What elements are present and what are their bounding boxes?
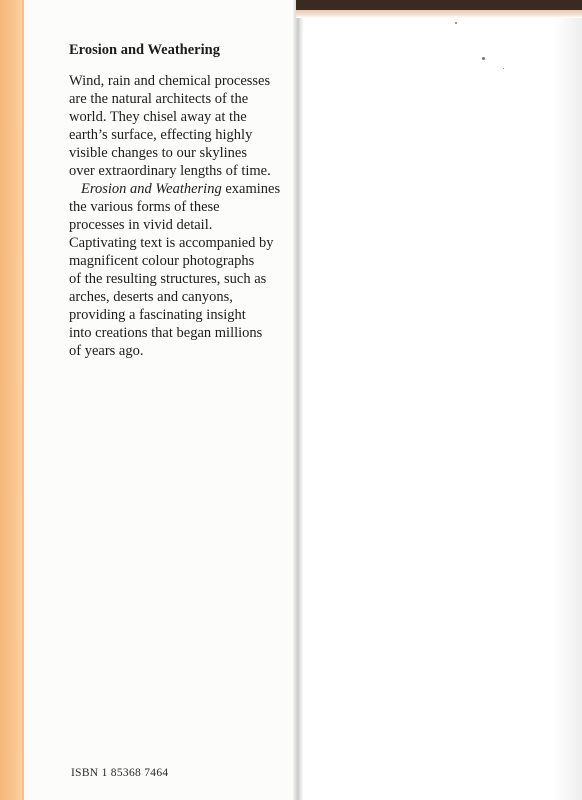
blurb-line: Wind, rain and chemical processes bbox=[69, 73, 271, 89]
blurb-line bbox=[69, 180, 283, 198]
blurb-line: are the natural architects of the bbox=[69, 91, 249, 107]
blurb-line: into creations that began millions bbox=[69, 325, 263, 341]
inner-cover-page bbox=[303, 0, 582, 800]
book-title-italic: Erosion and Weathering bbox=[81, 181, 222, 197]
blurb-line: arches, deserts and canyons, bbox=[69, 289, 233, 305]
blurb-line: magnificent colour photographs bbox=[69, 253, 255, 269]
dust-speck bbox=[455, 22, 457, 24]
cover-top-edge bbox=[296, 0, 582, 10]
blurb-line: processes in vivid detail. bbox=[69, 217, 213, 233]
isbn-number: ISBN 1 85368 7464 bbox=[71, 767, 169, 779]
blurb-line: of the resulting structures, such as bbox=[69, 271, 267, 287]
blurb-line-rest: examines bbox=[221, 181, 281, 197]
blurb-line: world. They chisel away at the bbox=[69, 109, 247, 125]
blurb-line: providing a fascinating insight bbox=[69, 307, 246, 323]
flap-heading: Erosion and Weathering bbox=[69, 42, 220, 58]
blurb-line: Captivating text is accompanied by bbox=[69, 235, 274, 251]
flap-blurb bbox=[69, 72, 283, 360]
dust-speck bbox=[482, 57, 485, 60]
cover-top-edge-shade bbox=[296, 10, 582, 18]
page-fold bbox=[293, 0, 303, 800]
page-edge-shadow bbox=[554, 0, 582, 800]
blurb-line: earth’s surface, effecting highly bbox=[69, 127, 253, 143]
blurb-line: of years ago. bbox=[69, 343, 144, 359]
blurb-line: the various forms of these bbox=[69, 199, 220, 215]
blurb-line: visible changes to our skylines bbox=[69, 145, 248, 161]
flap-edge-strip bbox=[0, 0, 24, 800]
blurb-line: over extraordinary lengths of time. bbox=[69, 163, 271, 179]
dust-speck bbox=[503, 68, 504, 69]
